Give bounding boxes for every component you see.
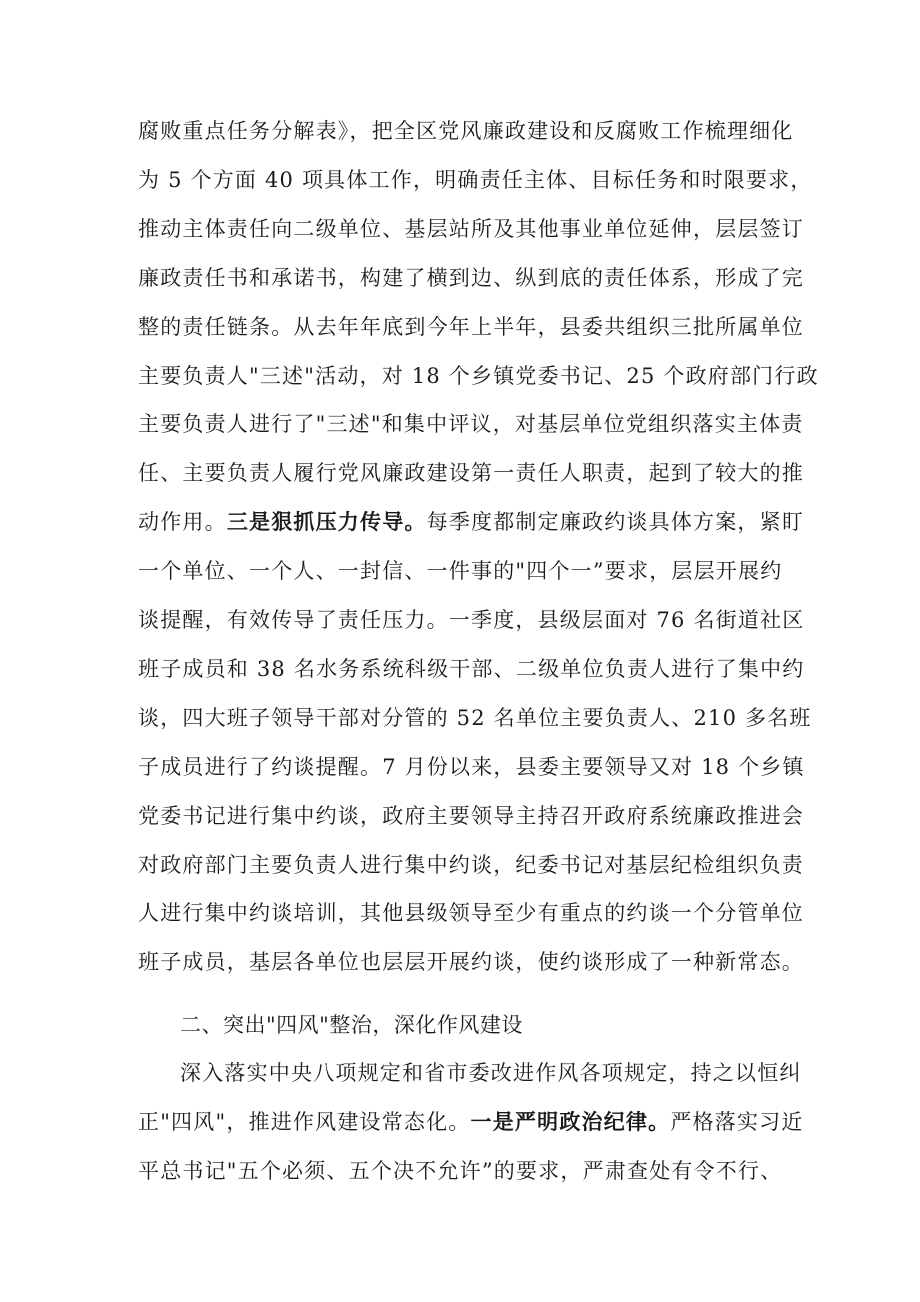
text-run: 主要负责人"三述"活动，对 18 个乡镇党委书记、25 个政府部门行政	[138, 363, 819, 388]
text-run: 廉政责任书和承诺书，构建了横到边、纵到底的责任体系，形成了完	[138, 265, 804, 290]
text-run: 严格落实习近	[670, 1109, 804, 1134]
text-run: 整的责任链条。从去年年底到今年上半年，县委共组织三批所属单位	[138, 314, 804, 339]
text-run: 平总书记"五个必须、五个决不允许”的要求，严肃查处有令不行、	[138, 1158, 783, 1183]
text-line	[138, 458, 804, 488]
text-run: 谈提醒，有效传导了责任压力。一季度，县级层面对 76 名街道社区	[138, 608, 805, 632]
text-run: 一个单位、一个人、一封信、一件事的"四个一”要求，层层开展约	[138, 559, 783, 584]
text-run: 班子成员，基层各单位也层层开展约谈，使约谈形成了一种新常态。	[138, 950, 804, 975]
text-run: 子成员进行了约谈提醒。7 月份以来，县委主要领导又对 18 个乡镇	[138, 754, 805, 779]
text-line	[138, 312, 804, 342]
text-line	[138, 801, 804, 831]
text-line	[138, 1107, 804, 1137]
text-line	[138, 947, 804, 977]
text-run: 推动主体责任向二级单位、基层站所及其他事业单位延伸，层层签订	[138, 216, 804, 241]
text-line	[138, 116, 798, 146]
text-run: 任、主要负责人履行党风廉政建设第一责任人职责，起到了较大的推	[138, 461, 804, 486]
text-run: 党委书记进行集中约谈，政府主要领导主持召开政府系统廉政推进会	[138, 803, 804, 828]
text-line	[138, 752, 805, 782]
text-run: 对政府部门主要负责人进行集中约谈，纪委书记对基层纪检组织负责	[138, 852, 804, 877]
text-run: 深入落实中央八项规定和省市委改进作风各项规定，持之以恒纠	[180, 1061, 802, 1085]
text-run: 动作用。	[138, 510, 227, 535]
bold-run: 一是严明政治纪律。	[470, 1108, 671, 1134]
text-line	[180, 1058, 800, 1088]
text-line	[138, 703, 812, 733]
text-run: 班子成员和 38 名水务系统科级干部、二级单位负责人进行了集中约	[138, 656, 805, 681]
text-line	[138, 361, 819, 391]
section-heading: 二、突出"四风"整治，深化作风建设	[180, 1013, 523, 1037]
text-run: 腐败重点任务分解表》，把全区党风廉政建设和反腐败工作梳理细化	[138, 119, 794, 143]
text-line	[138, 165, 813, 195]
text-line	[138, 214, 804, 244]
text-line	[138, 850, 804, 880]
text-line	[138, 409, 804, 439]
bold-run: 三是狠抓压力传导。	[226, 509, 427, 535]
text-line	[138, 605, 805, 635]
text-line	[138, 898, 804, 928]
text-run: 人进行集中约谈培训，其他县级领导至少有重点的约谈一个分管单位	[138, 901, 804, 926]
text-line	[138, 556, 798, 586]
text-run: 正"四风"，推进作风建设常态化。	[138, 1109, 471, 1134]
text-run: 为 5 个方面 40 项具体工作，明确责任主体、目标任务和时限要求，	[138, 167, 813, 192]
text-line	[138, 1156, 798, 1186]
text-line	[138, 654, 805, 684]
text-run: 谈，四大班子领导干部对分管的 52 名单位主要负责人、210 多名班	[138, 705, 812, 730]
text-line	[138, 507, 805, 537]
text-run: 每季度都制定廉政约谈具体方案，紧盯	[426, 510, 805, 535]
text-run: 主要负责人进行了"三述"和集中评议，对基层单位党组织落实主体责	[138, 412, 804, 437]
text-line	[138, 263, 804, 293]
